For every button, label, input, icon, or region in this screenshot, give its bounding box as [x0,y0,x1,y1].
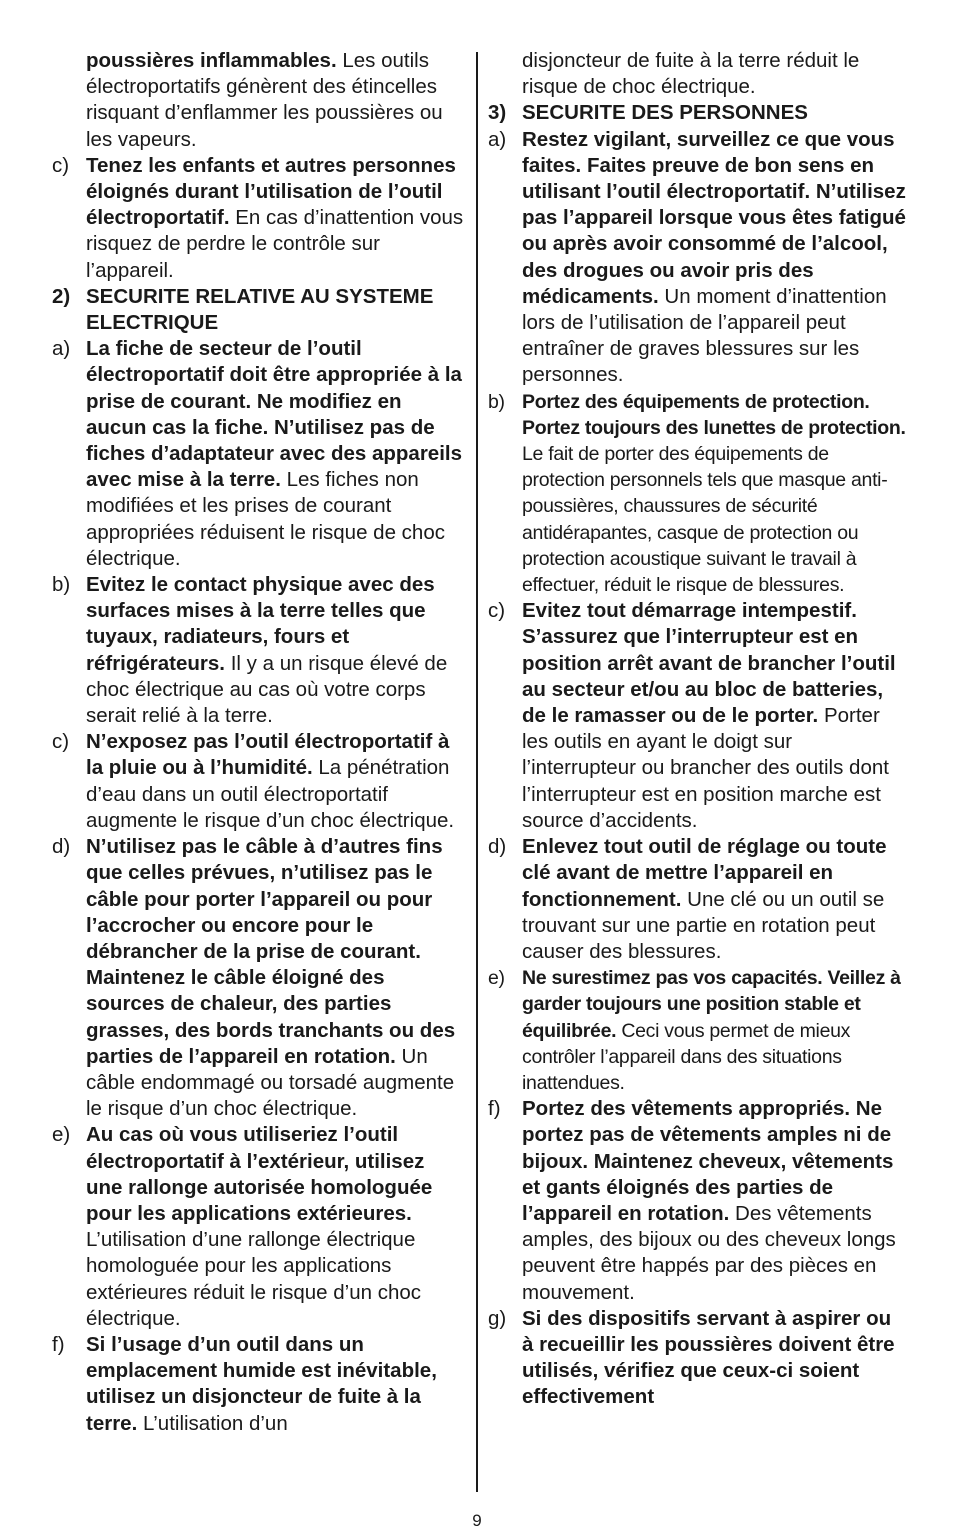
bold-text: Portez des vêtements appropriés. Ne portez pas de vêtements amples ni de bijoux. Maintenez cheveux, vêtements et gants éloignés des parties de l’appareil en rotation. [522,1097,894,1225]
list-item-d-cable [52,834,464,1122]
section-number: 3) [488,101,507,125]
section-title: SECURITE RELATIVE AU SYSTEME ELECTRIQUE [86,284,434,335]
body-text: Des vêtements amples, des bijoux ou des cheveux longs peuvent être happés par des pièces en mouvement. [522,1201,896,1304]
list-item-b-protection [488,389,908,599]
intro-paragraph [52,48,464,153]
bold-text: Si l’usage d’un outil dans un emplacement humide est inévitable, utilisez un disjoncteur de fuite à la terre. [86,1332,437,1435]
item-label: f) [52,1332,65,1356]
list-item-d-adjusting-tool [488,834,908,965]
bold-text: Au cas où vous utiliseriez l’outil électroportatif à l’extérieur, utilisez une rallonge autorisée homologuée pour les applications extérieures. [86,1123,433,1225]
item-label: e) [488,967,505,990]
bold-text: La fiche de secteur de l’outil électroportatif doit être appropriée à la prise de courant. Ne modifiez en aucun cas la fiche. N’utilisez pas de fiches d’adaptateur avec des appareils avec mise à la terre. [86,337,462,492]
item-label: c) [52,153,70,177]
body-text: Un moment d’inattention lors de l’utilisation de l’appareil peut entraîner de graves blessures sur les personnes. [522,284,887,387]
item-label: g) [488,1306,507,1330]
item-label: d) [52,835,71,859]
body-text: Un câble endommagé ou torsadé augmente le risque d’un choc électrique. [86,1044,455,1121]
list-item-e-outdoor [52,1122,464,1332]
list-item-g-dust-extraction [488,1306,908,1411]
item-label: f) [488,1097,501,1121]
bold-text: Ne surestimez pas vos capacités. Veillez à garder toujours une position stable et équilibrée. [522,967,901,1042]
body-text: Il y a un risque élevé de choc électrique au cas où votre corps serait relié à la terre. [86,651,448,728]
body-text: disjoncteur de fuite à la terre réduit le risque de choc électrique. [522,49,860,99]
body-text: En cas d’inattention vous risquez de perdre le contrôle sur l’appareil. [86,206,464,282]
bold-text: Evitez le contact physique avec des surfaces mises à la terre telles que tuyaux, radiateurs, fours et réfrigérateurs. [86,573,435,675]
list-item-c-startup [488,598,908,834]
section-heading-personal-safety [488,100,908,126]
bold-text: Enlevez tout outil de réglage ou toute clé avant de mettre l’appareil en fonctionnement. [522,835,887,911]
section-number: 2) [52,284,71,308]
list-item-a-plug [52,336,464,572]
bold-text: Restez vigilant, surveillez ce que vous faites. Faites preuve de bon sens en utilisant l’outil électroportatif. N’utilisez pas l’appareil lorsque vous êtes fatigué ou après avoir consommé de l’alcool, des drogues ou avoir pris des médicaments. [522,127,906,308]
left-column [52,48,464,1437]
list-item-f-humid [52,1332,464,1437]
body-text: Les fiches non modifiées et les prises de courant appropriées réduisent le risque de choc électrique. [86,468,445,570]
body-text: Porter les outils en ayant le doigt sur l’interrupteur ou brancher des outils dont l’interrupteur est en position marche est source d’accidents. [522,704,889,832]
list-item-e-capacities [488,965,908,1096]
intro-paragraph [488,48,908,100]
item-label: a) [488,127,507,151]
item-label: e) [52,1123,71,1147]
body-text: Une clé ou un outil se trouvant sur une partie en rotation peut causer des blessures. [522,887,885,963]
item-label: b) [52,573,71,597]
section-heading-electrical [52,284,464,336]
right-column [488,48,908,1411]
list-item-c-rain [52,729,464,834]
bold-text: Evitez tout démarrage intempestif. S’assurez que l’interrupteur est en position arrêt avant de brancher l’outil au secteur et/ou au bloc de batteries, de le ramasser ou de le porter. [522,599,896,728]
bold-text: poussières inflammables. [86,49,337,72]
body-text: Le fait de porter des équipements de protection personnels tels que masque anti-poussières, chaussures de sécurité antidérapantes, casque de protection ou protection acoustique suivant le travail à effectuer, réduit le risque de blessures. [522,443,888,597]
body-text: La pénétration d’eau dans un outil électroportatif augmente le risque d’un choc électrique. [86,756,455,832]
bold-text: Tenez les enfants et autres personnes éloignés durant l’utilisation de l’outil électroportatif. [86,153,456,230]
list-item-b-grounded-surfaces [52,572,464,729]
bold-text: Portez des équipements de protection. Portez toujours des lunettes de protection. [522,390,906,439]
body-text: L’utilisation d’un [137,1411,288,1435]
page-number: 9 [472,1511,482,1530]
item-label: c) [52,730,70,754]
item-label: a) [52,337,71,361]
list-item-c-children [52,153,464,284]
list-item-f-clothing [488,1096,908,1306]
section-title: SECURITE DES PERSONNES [522,101,808,125]
item-label: d) [488,835,507,859]
bold-text: N’exposez pas l’outil électroportatif à la pluie ou à l’humidité. [86,730,450,780]
item-label: c) [488,599,506,623]
item-label: b) [488,390,505,413]
body-text: L’utilisation d’une rallonge électrique homologuée pour les applications extérieures réduit le risque d’un choc électrique. [86,1228,422,1330]
body-text: Les outils électroportatifs génèrent des étincelles risquant d’enflammer les poussières ou les vapeurs. [86,49,443,151]
column-divider [476,52,478,1492]
body-text: Ceci vous permet de mieux contrôler l’appareil dans des situations inattendues. [522,1019,851,1094]
bold-text: Si des dispositifs servant à aspirer ou à recueillir les poussières doivent être utilisés, vérifiez que ceux-ci soient effectivement [522,1306,895,1409]
bold-text: N’utilisez pas le câble à d’autres fins que celles prévues, n’utilisez pas le câble pour porter l’appareil ou pour l’accrocher ou encore pour le débrancher de la prise de courant. Maintenez le câble éloigné des sources de chaleur, des parties grasses, des bords tranchants ou des parties de l’appareil en rotation. [86,835,456,1068]
list-item-a-vigilant [488,127,908,389]
